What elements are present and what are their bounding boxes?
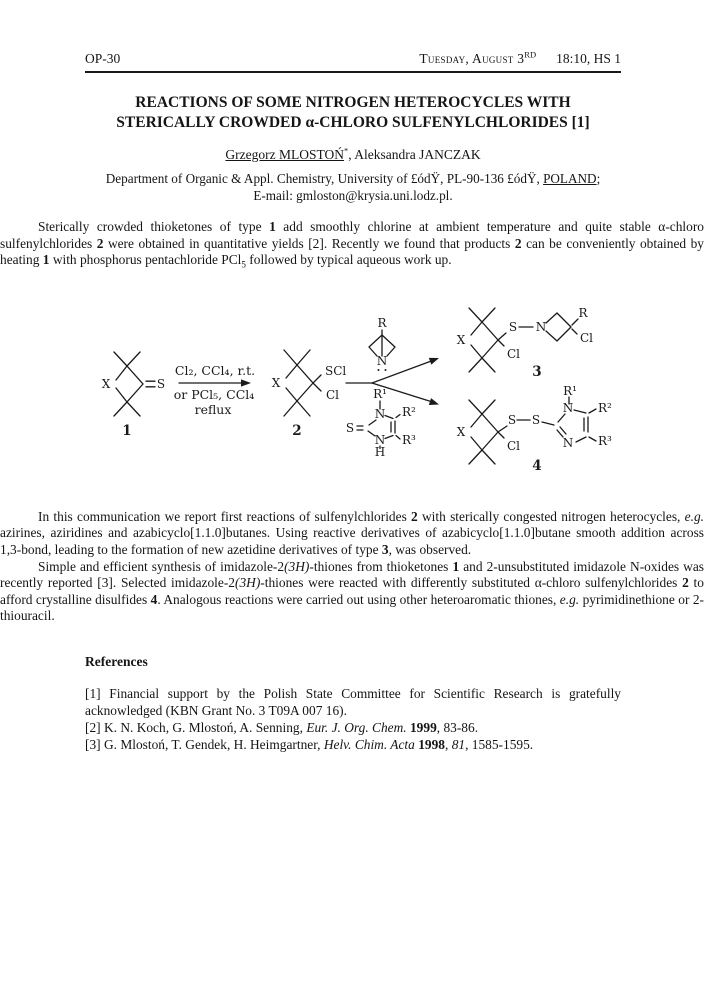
structure-1-thioketone xyxy=(102,352,165,439)
reagent-imidazolethione xyxy=(346,387,416,459)
substituent-r2: R² xyxy=(402,404,416,419)
reference-2 xyxy=(85,719,621,736)
text-run: to afford crystalline disulfides xyxy=(0,575,704,607)
abstract-paragraph-2 xyxy=(0,509,704,559)
atom-label-cl: Cl xyxy=(507,438,521,453)
text-run: 2 xyxy=(96,235,104,251)
atom-label-n: N xyxy=(374,406,386,421)
text-run: 1 xyxy=(269,219,276,234)
substituent-r: R xyxy=(578,305,588,320)
text-run: Helv. Chim. Acta xyxy=(323,736,415,752)
text-run: 4 xyxy=(150,591,158,607)
atom-label-cl: Cl xyxy=(507,346,521,361)
compound-number-3: 3 xyxy=(532,363,542,380)
lone-pair-dot xyxy=(385,369,387,371)
text-run: -thiones were reacted with differently substituted α-chloro sulfenylchlorides xyxy=(260,575,683,591)
structure-4-disulfide-product xyxy=(457,384,612,474)
text-run: . Analogous reactions were carried out using other heteroaromatic thiones, xyxy=(157,591,560,607)
text-run: , xyxy=(444,736,452,752)
text-run: pyrimidinethione or 2-thiouracil. xyxy=(0,591,704,624)
substituent-r: R xyxy=(377,315,387,330)
text-run: , was observed. xyxy=(388,541,472,557)
text-run: Simple and efficient synthesis of imidazole-2 xyxy=(38,558,285,574)
text-run: In this communication we report first reactions of sulfenylchlorides xyxy=(38,508,412,524)
substituent-r3: R³ xyxy=(598,433,612,448)
text-run: 1 xyxy=(452,558,460,574)
text-run: 5 xyxy=(241,259,246,270)
text-run: (3H) xyxy=(235,575,261,591)
reaction-arrow-1 xyxy=(174,363,255,417)
text-run: [3] G. Mlostoń, T. Gendek, H. Heimgartner, xyxy=(85,736,324,752)
substituent-r3: R³ xyxy=(402,432,416,447)
atom-label-s: S xyxy=(531,412,541,427)
text-run: -thiones from thioketones xyxy=(309,558,453,574)
text-run: Eur. J. Org. Chem. xyxy=(306,719,407,735)
text-run: Department of Organic & Appl. Chemistry, University of £ódŸ, PL-90-136 £ódŸ, xyxy=(105,171,544,186)
arrowhead-down xyxy=(429,398,440,408)
atom-label-cl: Cl xyxy=(580,330,594,345)
text-run: Grzegorz MLOSTOŃ xyxy=(225,147,345,162)
text-run: 1999 xyxy=(409,719,437,735)
arrowhead-up xyxy=(429,354,440,364)
reagent-azabicyclobutane xyxy=(369,316,395,371)
text-run: azirines, aziridines and azabicyclo[1.1.0]butanes. Using reactive derivatives of azabicyclo[1.1.0]butane smooth addition across 1,3-bond, leading to the formation of new azetidine derivatives of type xyxy=(0,525,704,557)
text-run: ; xyxy=(596,171,601,186)
atom-label-x: X xyxy=(271,375,281,390)
atom-label-n: N xyxy=(562,400,574,415)
text-run: , Aleksandra JANCZAK xyxy=(348,147,481,162)
affiliation-email: E-mail: gmloston@krysia.uni.lodz.pl. xyxy=(253,187,453,203)
conditions-line3: reflux xyxy=(194,401,232,417)
session-date-suffix: RD xyxy=(524,49,537,60)
substituent-r2: R² xyxy=(598,400,612,415)
text-run: [2] K. N. Koch, G. Mlostoń, A. Senning, xyxy=(85,719,307,735)
paper-title xyxy=(85,93,621,133)
text-run: 2 xyxy=(514,235,522,251)
text-run: 3 xyxy=(381,541,389,557)
atom-label-s: S xyxy=(156,376,166,391)
branch-arrows xyxy=(346,354,440,407)
affiliation xyxy=(85,171,621,204)
text-run: 81 xyxy=(451,736,466,752)
atom-label-x: X xyxy=(101,376,111,391)
atom-label-s: S xyxy=(345,420,355,435)
session-date: Tuesday, August 3 xyxy=(419,51,525,66)
text-run: , 83-86. xyxy=(436,719,479,735)
text-run: , 1585-1595. xyxy=(465,736,534,752)
text-run: e.g. xyxy=(559,591,580,607)
atom-label-s: S xyxy=(507,412,517,427)
structure-2-sulfenylchloride xyxy=(272,350,347,439)
page-header xyxy=(85,0,621,73)
authors-line xyxy=(85,146,621,163)
text-run: and 2-unsubstituted imidazole N-oxides was recently reported [3]. Selected imidazole-2 xyxy=(0,558,704,591)
atom-label-cl: Cl xyxy=(326,387,340,402)
references-list xyxy=(85,685,621,753)
affiliation-address xyxy=(85,171,621,188)
atom-label-n: N xyxy=(374,432,386,447)
text-run: with phosphorus pentachloride PCl xyxy=(49,252,242,268)
text-run: were obtained in quantitative yields [2]. Recently we found that products xyxy=(103,235,515,251)
lone-pair-dot xyxy=(378,369,380,371)
atom-label-x: X xyxy=(456,424,466,439)
text-run: Sterically crowded thioketones of type xyxy=(38,219,270,234)
atom-label-s: S xyxy=(508,319,518,334)
paper-title-line2: STERICALLY CROWDED α-CHLORO SULFENYLCHLORIDES [1] xyxy=(116,114,590,131)
atom-label-n: N xyxy=(376,353,388,368)
conditions-line1: Cl₂, CCl₄, r.t. xyxy=(174,362,256,378)
text-run: e.g. xyxy=(684,508,704,524)
reaction-scheme xyxy=(0,282,704,500)
references-heading: References xyxy=(85,653,148,669)
atom-label-h: H xyxy=(374,444,386,459)
atom-label-x: X xyxy=(456,332,466,347)
text-run: add smoothly chlorine at ambient temperature and quite stable α-chloro sulfenylchlorides xyxy=(0,219,704,251)
session-time: 18:10, HS 1 xyxy=(556,51,621,66)
text-run: followed by typical aqueous work up. xyxy=(245,252,452,268)
text-run: (3H) xyxy=(284,558,310,574)
compound-number-1: 1 xyxy=(122,422,132,439)
text-run: 2 xyxy=(682,575,689,591)
paper-title-line1: REACTIONS OF SOME NITROGEN HETEROCYCLES WITH xyxy=(135,94,571,111)
session-info xyxy=(419,50,621,67)
atom-label-n: N xyxy=(562,435,574,450)
abstract-paragraph-3 xyxy=(0,559,704,625)
abstract-paragraph-1 xyxy=(0,219,704,269)
structure-3-azetidine-product xyxy=(457,306,593,380)
arrowhead xyxy=(241,379,251,386)
substituent-r1: R¹ xyxy=(373,386,387,401)
reference-3 xyxy=(85,736,621,753)
atom-label-scl: SCl xyxy=(325,363,347,378)
text-run: [1] Financial support by the Polish State Committee for Scientific Research is gratefully acknowledged (KBN Grant No. 3 T09A 007 16). xyxy=(85,685,621,718)
abstract-code: OP-30 xyxy=(85,51,121,66)
compound-number-4: 4 xyxy=(532,457,542,474)
compound-number-2: 2 xyxy=(292,422,302,439)
text-run: 2 xyxy=(411,508,418,524)
text-run: * xyxy=(344,146,349,156)
reference-1 xyxy=(85,685,621,719)
text-run: can be conveniently obtained by heating xyxy=(0,235,704,268)
text-run: 1 xyxy=(42,252,50,268)
text-run: with sterically congested nitrogen heterocycles, xyxy=(417,508,685,524)
substituent-r1: R¹ xyxy=(563,383,577,398)
atom-label-n: N xyxy=(535,319,547,334)
conditions-line2: or PCl₅, CCl₄ xyxy=(173,386,255,402)
text-run: POLAND xyxy=(543,171,597,186)
text-run: 1998 xyxy=(418,736,445,752)
